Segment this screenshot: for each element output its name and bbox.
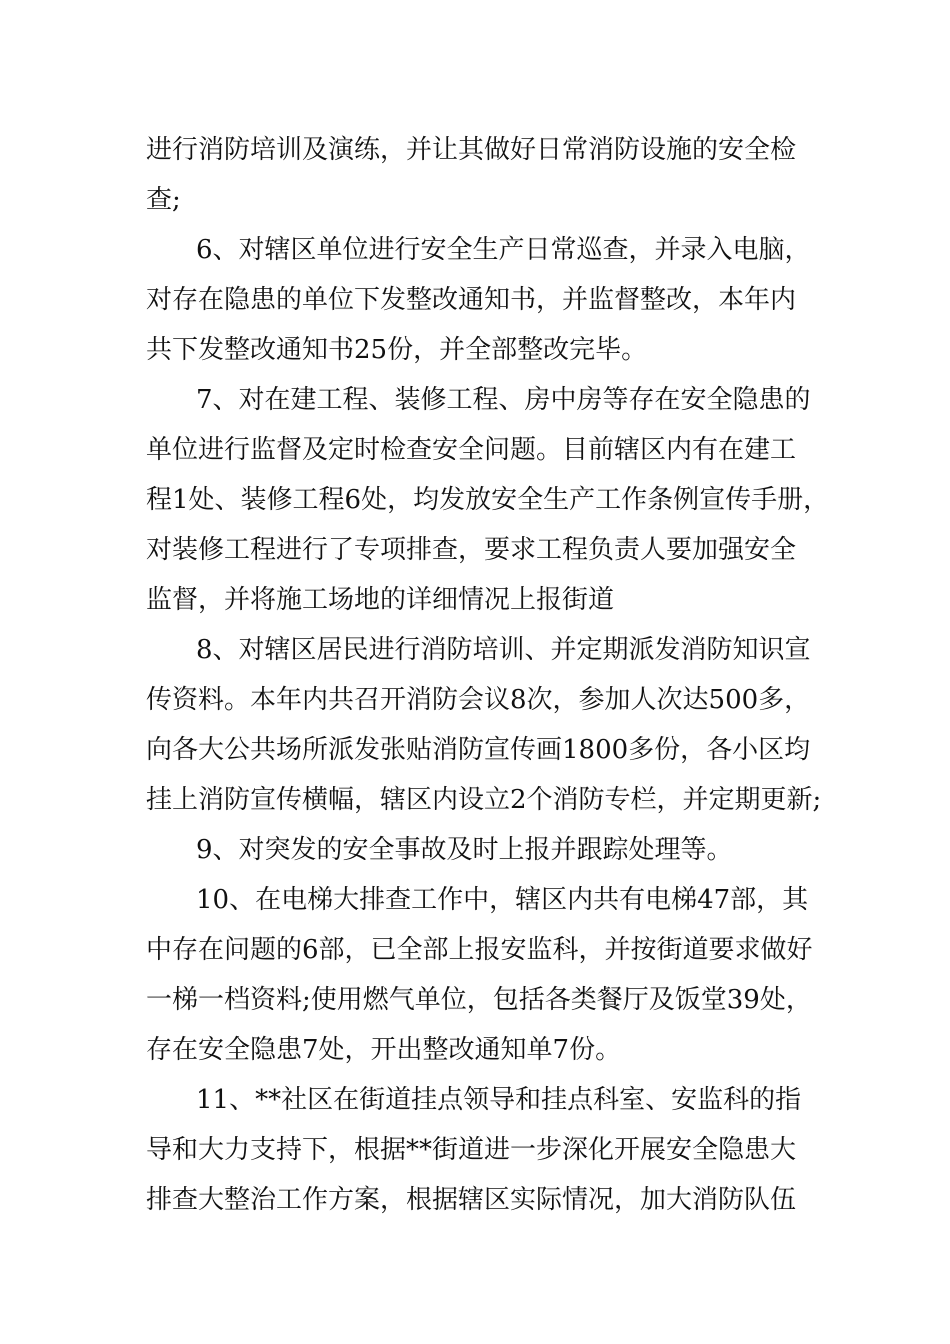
- paragraph-6-line: 6、对辖区单位进行安全生产日常巡查，并录入电脑，: [196, 235, 811, 265]
- text-line: 向各大公共场所派发张贴消防宣传画1800多份，各小区均: [146, 735, 811, 765]
- text-line: 共下发整改通知书25份，并全部整改完毕。: [146, 335, 648, 365]
- text-line: 程1处、装修工程6处，均发放安全生产工作条例宣传手册，: [146, 485, 830, 515]
- paragraph-7-line: 7、对在建工程、装修工程、房中房等存在安全隐患的: [196, 385, 811, 415]
- text-line: 进行消防培训及演练，并让其做好日常消防设施的安全检: [146, 135, 797, 165]
- text-line: 挂上消防宣传横幅，辖区内设立2个消防专栏，并定期更新;: [146, 785, 822, 815]
- paragraph-10-line: 10、在电梯大排查工作中，辖区内共有电梯47部，其: [196, 885, 809, 915]
- paragraph-11-line: 11、**社区在街道挂点领导和挂点科室、安监科的指: [196, 1085, 802, 1115]
- text-line: 存在安全隐患7处，开出整改通知单7份。: [146, 1035, 622, 1065]
- text-line: 传资料。本年内共召开消防会议8次，参加人次达500多，: [146, 685, 811, 715]
- text-line: 对存在隐患的单位下发整改通知书，并监督整改，本年内: [146, 285, 797, 315]
- text-line: 中存在问题的6部，已全部上报安监科，并按街道要求做好: [146, 935, 813, 965]
- text-line: 查;: [146, 185, 181, 215]
- text-line: 监督，并将施工场地的详细情况上报街道: [146, 585, 615, 615]
- text-line: 导和大力支持下，根据**街道进一步深化开展安全隐患大: [146, 1135, 797, 1165]
- text-line: 一梯一档资料;使用燃气单位，包括各类餐厅及饭堂39处，: [146, 985, 812, 1015]
- text-line: 排查大整治工作方案，根据辖区实际情况，加大消防队伍: [146, 1185, 797, 1215]
- text-line: 单位进行监督及定时检查安全问题。目前辖区内有在建工: [146, 435, 797, 465]
- paragraph-9-line: 9、对突发的安全事故及时上报并跟踪处理等。: [196, 835, 733, 865]
- text-line: 对装修工程进行了专项排查，要求工程负责人要加强安全: [146, 535, 797, 565]
- paragraph-8-line: 8、对辖区居民进行消防培训、并定期派发消防知识宣: [196, 635, 811, 665]
